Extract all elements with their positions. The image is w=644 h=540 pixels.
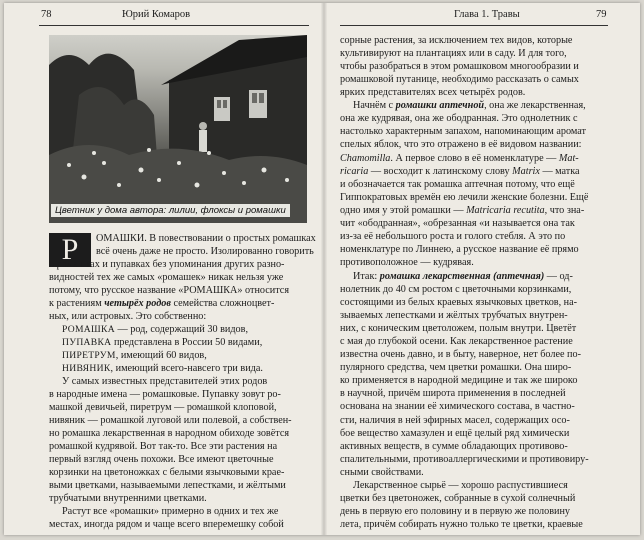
text-line: первый взгляд очень похожи. Все имеют цветочные [49,454,274,466]
genus-item [62,324,248,336]
text-line: нолетник до 40 см ростом с цветочными корзинками, [340,283,572,295]
latin-term: ricaria [340,165,369,177]
text-line: чтобы разобраться в этом ромашковом многообразии и [340,61,579,73]
text-line: культивируют на плантациях или в саду. И для того, [340,48,567,60]
text-line: спелых яблок, что это отражено в её видовом названии: [340,139,582,151]
page-number-right: 79 [596,9,607,20]
latin-term: Matricaria recutita [466,204,545,216]
text-line [340,153,579,165]
text-line: ромашкой кудрявой. Вот так-то. Все эти растения на [49,441,278,453]
text-line: пулярного средства, чем цветки ромашки. Она широ- [340,362,572,374]
text-line: местах, иногда рядом и чаще всего вперемешку собой [49,519,284,530]
text-line: она же кудрявая, она же ободранная. Это однолетник с [340,113,578,125]
text-line: из-за её небольшого роста и голого стебля. А это по [340,230,566,242]
genus-desc: представлена в России 50 видами, [111,336,263,348]
latin-term: Matrix [512,165,540,177]
genus-item [62,337,262,349]
page-number-left: 78 [41,9,52,20]
text-line [353,271,573,283]
emphasis-pharmacy-chamomile: ромашки аптечной [395,100,485,112]
text-line: известна очень давно, и в быту, наверное, нет более по- [340,349,581,361]
text-line [340,166,580,178]
text-span: к растениям [49,297,102,309]
text-span: одно имя у этой ромашки — [340,204,467,216]
genus-desc: , имеющий всего-навсего три вида. [110,362,263,374]
book-spread [4,3,640,535]
text-span: , она же лекарственная, [484,100,586,112]
text-line: состоящими из белых краевых язычковых цветков, на- [340,297,578,309]
text-line: них, с коническим цветоложем, полым внутри. Цветёт [340,323,577,335]
genus-name: РОМАШКА [62,323,115,335]
latin-term: Mat- [558,152,579,164]
text-line [340,205,584,217]
text-span: , что зна- [544,204,585,216]
text-line: и обозначается так ромашка аптечная потому, что ещё [340,178,575,190]
photo-illustration [49,35,307,223]
text-span: семейства сложноцвет- [173,297,275,309]
text-line: ОМАШКИ. В повествовании о простых ромашках [96,233,316,244]
text-line: в научной, причём широта применения в последней [340,388,566,400]
genus-name: НИВЯНИК [62,362,111,374]
text-line: машкой девичьей, пиретрум — ромашкой клоповой, [49,402,277,414]
text-line: трубчатыми внутренними цветками. [49,493,207,505]
text-line: У самых известных представителей этих родов [62,376,268,388]
text-line: чит «ободранная», «обрезанная «и называется она так [340,217,575,229]
text-line: но ромашка лекарственная в народном обиходе зовётся [49,428,290,440]
garden-photo [49,35,307,223]
text-line: Гиппократовых времён ею лечили женские болезни. Ещё [340,191,589,203]
text-span: . А первое слово в её номенклатуре — [390,152,559,164]
text-line: о ромашках и пупавках без упоминания других разно- [49,258,285,270]
text-span: Начнём с [353,100,396,112]
text-line: корзинки на цветоножках с белыми язычковыми крае- [49,467,285,479]
genus-name: ПУПАВКА [62,336,112,348]
text-line: ромашковой путанице, необходимо рассказать о самых [340,74,579,86]
text-line: цветки без цветоножек, собранные в сухой солнечный [340,492,576,504]
right-page [326,3,640,535]
text-line: потому, что русское название «РОМАШКА» относится [49,284,290,296]
text-line: видностей тех же самых «ромашек» никак нельзя уже [49,271,284,283]
text-line: лета, причём собирать нужно только те цветки, краевые [340,519,583,530]
text-line [353,100,586,112]
running-head-author: Юрий Комаров [122,9,191,20]
text-line: всё очень даже не просто. Изолированно говорить [96,245,314,257]
text-span: — од- [544,270,573,282]
text-span: — восходит к латинскому слову [368,165,513,177]
text-line: сти, наличия в ней эфирных масел, содержащих осо- [340,414,570,426]
text-line: сными свойствами. [340,466,424,478]
header-rule [340,25,608,26]
text-line: основана на знании её химического состава, в частно- [340,401,575,413]
genus-desc: , имеющий 60 видов, [115,349,207,361]
text-line: Лекарственное сырьё — хорошо распустившиеся [353,479,568,491]
emphasis-medicinal-chamomile: ромашка лекарственная (аптечная) [379,270,545,282]
text-line: в народные имена — ромашковые. Пупавку зовут ро- [49,389,281,401]
latin-term: Chamomilla [340,152,391,164]
text-line: ко применяется в народной медицине и так же широко [340,375,578,387]
text-line: ярких представителях всех четырёх родов. [340,87,526,99]
text-line: противоположное — кудрявая. [340,256,474,268]
left-page [4,3,322,535]
text-line: выми цветками, называемыми лепестками, и жёлтыми [49,480,286,492]
text-line: настолько характерным запахом, напоминающим аромат [340,126,586,138]
genus-name: ПИРЕТРУМ [62,349,116,361]
text-line: зываемых лепестками и жёлтых трубчатых внутрен- [340,310,568,322]
text-line [49,298,274,310]
drop-cap: Р [49,233,91,267]
text-line: нивяник — ромашкой луговой или полевой, а собствен- [49,415,292,427]
text-line: с мая до глубокой осени. Как лекарственное растение [340,336,573,348]
text-line: номенклатуре по Линнею, а русское название её прямо [340,243,579,255]
genus-desc: — род, содержащий 30 видов, [114,323,249,335]
genus-item [62,350,207,362]
genus-item [62,363,263,375]
text-line: спалительными, противоаллергическими и противовиру- [340,453,589,465]
emphasis-four-genera: четырёх родов [104,297,171,309]
text-line: активных веществ, в сумме обладающих противово- [340,440,568,452]
text-span: Итак: [353,270,380,282]
photo-caption: Цветник у дома автора: лилии, флоксы и ромашки [51,204,290,217]
text-line: бое вещество хамазулен и ещё целый ряд химически [340,427,570,439]
running-head-chapter: Глава 1. Травы [454,9,520,20]
text-line: Растут все «ромашки» примерно в одних и тех же [62,506,279,518]
text-line: сорные растения, за исключением тех видов, которые [340,35,573,46]
text-span: — матка [539,165,580,177]
header-rule [39,25,309,26]
text-line: ных, или астровых. Это собственно: [49,310,207,322]
text-line: день в первую его половину и в первую же половину [340,505,571,517]
